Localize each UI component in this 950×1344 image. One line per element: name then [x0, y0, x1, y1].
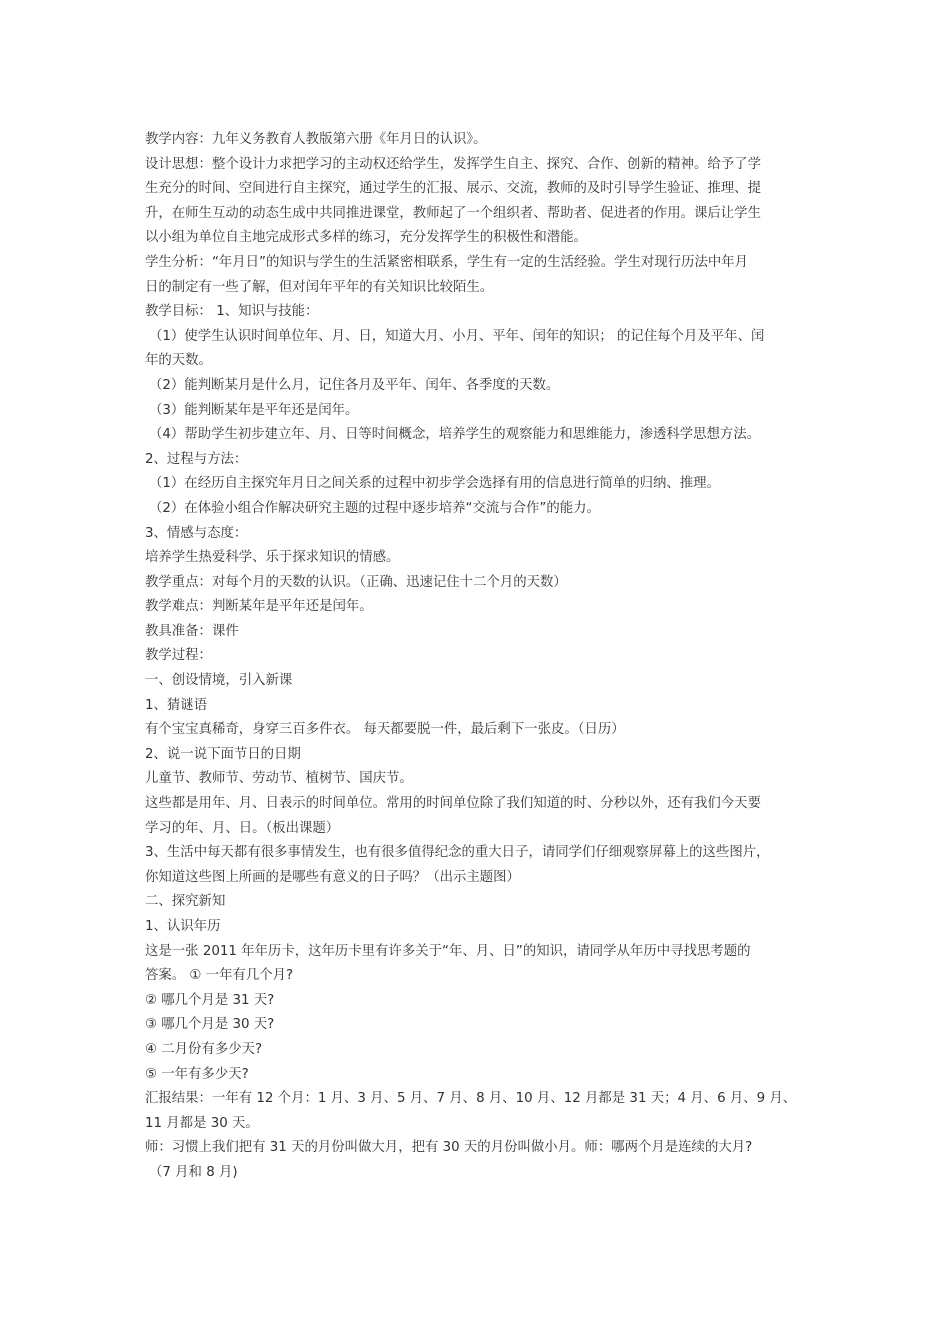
- process-method-heading: 2、过程与方法：: [145, 451, 248, 467]
- teaching-content: 教学内容：九年义务教育人教版第六册《年月日的认识》。: [145, 132, 487, 147]
- goal-item-1-line-1: （1）使学生认识时间单位年、月、日，知道大月、小月、平年、闰年的知识； 的记住每个月及平年、闰: [149, 328, 765, 344]
- emotion-attitude-heading: 3、情感与态度：: [145, 525, 248, 541]
- question-5: ⑤ 一年有多少天?: [145, 1066, 249, 1082]
- goal-item-1-line-2: 年的天数。: [145, 353, 212, 369]
- question-4: ④ 二月份有多少天?: [145, 1041, 263, 1057]
- answer-july-august: （7 月和 8 月): [149, 1164, 238, 1180]
- teaching-aids: 教具准备：课件: [145, 623, 239, 639]
- daily-life-line-1: 3、生活中每天都有很多事情发生，也有很多值得纪念的重大日子，请同学们仔细观察屏幕上的这些图片，: [145, 845, 770, 861]
- student-analysis-line-2: 日的制定有一些了解，但对闰年平年的有关知识比较陌生。: [145, 279, 494, 295]
- daily-life-line-2: 你知道这些图上所画的是哪些有意义的日子吗？（出示主题图）: [145, 869, 520, 885]
- report-result-line-1: 汇报结果：一年有 12 个月：1 月、3 月、5 月、7 月、8 月、10 月、12 月都是 31 天；4 月、6 月、9 月、: [145, 1091, 797, 1107]
- teaching-process-heading: 教学过程：: [145, 648, 212, 664]
- goal-item-2: （2）能判断某月是什么月，记住各月及平年、闰年、各季度的天数。: [149, 377, 560, 393]
- design-idea-line-4: 以小组为单位自主地完成形式多样的练习，充分发挥学生的积极性和潜能。: [145, 230, 587, 246]
- goal-item-3: （3）能判断某年是平年还是闰年。: [149, 402, 359, 418]
- section-1-heading: 一、创设情境，引入新课: [145, 673, 293, 689]
- holiday-heading: 2、说一说下面节日的日期: [145, 746, 301, 762]
- process-item-1: （1）在经历自主探究年月日之间关系的过程中初步学会选择有用的信息进行简单的归纳、推理。: [149, 476, 720, 492]
- question-1: 答案。 ① 一年有几个月?: [145, 968, 294, 984]
- design-idea-line-3: 升，在师生互动的动态生成中共同推进课堂，教师起了一个组织者、帮助者、促进者的作用。课后让学生: [145, 205, 761, 221]
- goal-item-4: （4）帮助学生初步建立年、月、日等时间概念，培养学生的观察能力和思维能力，渗透科学思想方法。: [149, 427, 761, 443]
- riddle-heading: 1、猜谜语: [145, 697, 208, 713]
- teacher-remark: 师：习惯上我们把有 31 天的月份叫做大月，把有 30 天的月份叫做小月。师：哪两个月是连续的大月?: [145, 1140, 753, 1156]
- emotion-attitude-text: 培养学生热爱科学、乐于探求知识的情感。: [145, 550, 400, 566]
- riddle-text: 有个宝宝真稀奇，身穿三百多件衣。 每天都要脱一件，最后剩下一张皮。（日历）: [145, 722, 625, 738]
- student-analysis-line-1: 学生分析：“年月日”的知识与学生的生活紧密相联系，学生有一定的生活经验。学生对现行历法中年月: [145, 254, 749, 270]
- design-idea-line-1: 设计思想：整个设计力求把学习的主动权还给学生，发挥学生自主、探究、合作、创新的精神。给予了学: [145, 156, 761, 172]
- holiday-list: 儿童节、教师节、劳动节、植树节、国庆节。: [145, 771, 413, 787]
- calendar-heading: 1、认识年历: [145, 919, 221, 934]
- calendar-intro-line-1: 这是一张 2011 年年历卡，这年历卡里有许多关于“年、月、日”的知识，请同学从年历中寻找思考题的: [145, 943, 751, 959]
- question-3: ③ 哪几个月是 30 天?: [145, 1017, 275, 1033]
- question-2: ② 哪几个月是 31 天?: [145, 992, 275, 1008]
- design-idea-line-2: 生充分的时间、空间进行自主探究，通过学生的汇报、展示、交流，教师的及时引导学生验证、推理、提: [145, 181, 761, 197]
- document-body: [145, 128, 813, 1186]
- process-item-2: （2）在体验小组合作解决研究主题的过程中逐步培养“交流与合作”的能力。: [149, 500, 600, 516]
- time-unit-line-1: 这些都是用年、月、日表示的时间单位。常用的时间单位除了我们知道的时、分秒以外，还有我们今天要: [145, 796, 761, 812]
- time-unit-line-2: 学习的年、月、日。（板出课题）: [145, 820, 340, 836]
- teaching-goals-heading: 教学目标： 1、知识与技能：: [145, 304, 319, 320]
- report-result-line-2: 11 月都是 30 天。: [145, 1115, 259, 1131]
- difficult-point: 教学难点：判断某年是平年还是闰年。: [145, 599, 373, 615]
- key-point: 教学重点：对每个月的天数的认识。（正确、迅速记住十二个月的天数）: [145, 574, 567, 590]
- section-2-heading: 二、探究新知: [145, 894, 226, 910]
